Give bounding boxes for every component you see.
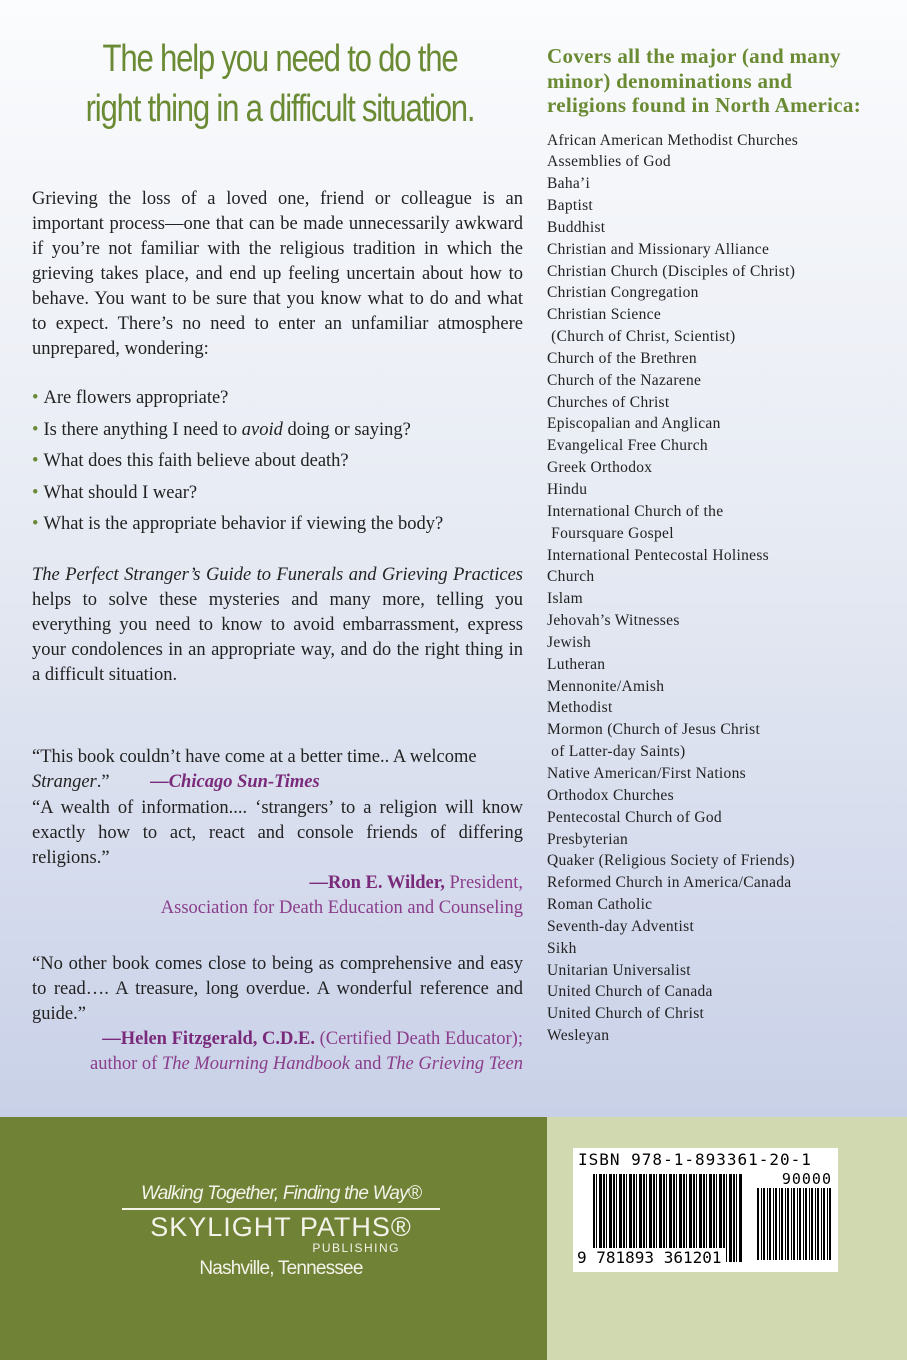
denomination-item: Mennonite/Amish <box>547 677 665 695</box>
denomination-item: of Latter-day Saints) <box>547 743 686 761</box>
question-item: • What does this faith believe about death? <box>32 451 349 471</box>
denomination-item: Methodist <box>547 699 613 717</box>
denomination-item: Jehovah’s Witnesses <box>547 612 680 630</box>
review-quote: “This book couldn’t have come at a better time.. A welcome Stranger.” —Chicago Sun-Times <box>32 747 477 792</box>
review-quote: “No other book comes close to being as comprehensive and easy to read…. A treasure, long overdue. A wonderful reference and guide.” —Helen Fitzgerald, C.D.E. (Certified Death Educator); author of The Mourning Handbook and The Grieving Teen <box>32 954 523 1074</box>
denomination-item: (Church of Christ, Scientist) <box>547 328 736 346</box>
denomination-item: Orthodox Churches <box>547 786 674 804</box>
denomination-item: Christian Church (Disciples of Christ) <box>547 262 796 280</box>
denomination-item: United Church of Christ <box>547 1005 705 1023</box>
denomination-item: Assemblies of God <box>547 153 671 171</box>
denomination-item: Roman Catholic <box>547 896 653 914</box>
denomination-item: Lutheran <box>547 655 606 673</box>
denomination-item: Greek Orthodox <box>547 459 653 477</box>
question-item: • What should I wear? <box>32 482 198 503</box>
question-item: • What is the appropriate behavior if viewing the body? <box>32 514 444 534</box>
denomination-item: Buddhist <box>547 218 606 236</box>
headline: The help you need to do the right thing in a difficult situation. <box>85 38 475 130</box>
denomination-item: Church of the Nazarene <box>547 371 702 389</box>
denomination-item: Christian Congregation <box>547 284 699 302</box>
denomination-item: Evangelical Free Church <box>547 437 708 455</box>
denomination-item: International Church of the <box>547 502 724 520</box>
denomination-item: Reformed Church in America/Canada <box>547 874 792 892</box>
isbn-barcode: ISBN 978-1-893361-20-1 90000 9 781893 361201 <box>573 1148 838 1272</box>
question-item: • Is there anything I need to avoid doing or saying? <box>32 419 411 440</box>
denomination-item: Church <box>547 568 595 586</box>
question-list <box>32 388 443 546</box>
denomination-item: Islam <box>547 590 583 608</box>
denomination-item: Native American/First Nations <box>547 764 746 782</box>
denomination-item: Unitarian Universalist <box>547 961 691 979</box>
denomination-item: Foursquare Gospel <box>547 524 674 542</box>
addon-bars <box>757 1188 831 1260</box>
question-item: • Are flowers appropriate? <box>32 388 229 408</box>
denomination-item: Jewish <box>547 633 591 651</box>
denomination-item: Sikh <box>547 939 577 957</box>
denomination-item: Seventh-day Adventist <box>547 917 695 935</box>
denominations-list <box>547 130 877 1047</box>
description-paragraph: The Perfect Stranger’s Guide to Funerals and Grieving Practices helps to solve these mysteries and many more, telling you everything you need to know to avoid embarrassment, express your condolences in an appropriate way, and do the right thing in a difficult situation. <box>32 565 523 685</box>
denomination-item: Christian Science <box>547 306 662 324</box>
denomination-item: Christian and Missionary Alliance <box>547 240 770 258</box>
denomination-item: Baha’i <box>547 175 591 193</box>
publisher-logo: Walking Together, Finding the Way® SKYLIGHT PATHS® PUBLISHING Nashville, Tennessee <box>122 1183 440 1280</box>
denomination-item: Churches of Christ <box>547 393 670 411</box>
denomination-item: Pentecostal Church of God <box>547 808 722 826</box>
review-quote: “A wealth of information.... ‘strangers’ to a religion will know exactly how to act, react and console friends of differing religions.” —Ron E. Wilder, President, Association for Death Education and Counseling <box>32 798 523 918</box>
denomination-item: United Church of Canada <box>547 983 713 1001</box>
denomination-item: Quaker (Religious Society of Friends) <box>547 852 795 870</box>
denomination-item: International Pentecostal Holiness <box>547 546 769 564</box>
denomination-item: Presbyterian <box>547 830 629 848</box>
denomination-item: Church of the Brethren <box>547 349 697 367</box>
denomination-item: Baptist <box>547 197 594 215</box>
denominations-heading: Covers all the major (and many minor) denominations and religions found in North America: <box>547 44 862 117</box>
denomination-item: Hindu <box>547 481 588 498</box>
intro-paragraph: Grieving the loss of a loved one, friend or colleague is an important process—one that can be made unnecessarily awkward if you’re not familiar with the religious tradition in which the grieving takes place, and end up feeling uncertain about how to behave. You want to be sure that you know what to do and what to expect. There’s no need to enter an unfamiliar atmosphere unprepared, wondering: <box>32 189 523 359</box>
denomination-item: Episcopalian and Anglican <box>547 415 721 433</box>
denominations-panel <box>547 44 877 1047</box>
denomination-item: Wesleyan <box>547 1027 610 1045</box>
denomination-item: African American Methodist Churches <box>547 131 799 149</box>
denomination-item: Mormon (Church of Jesus Christ <box>547 721 761 739</box>
